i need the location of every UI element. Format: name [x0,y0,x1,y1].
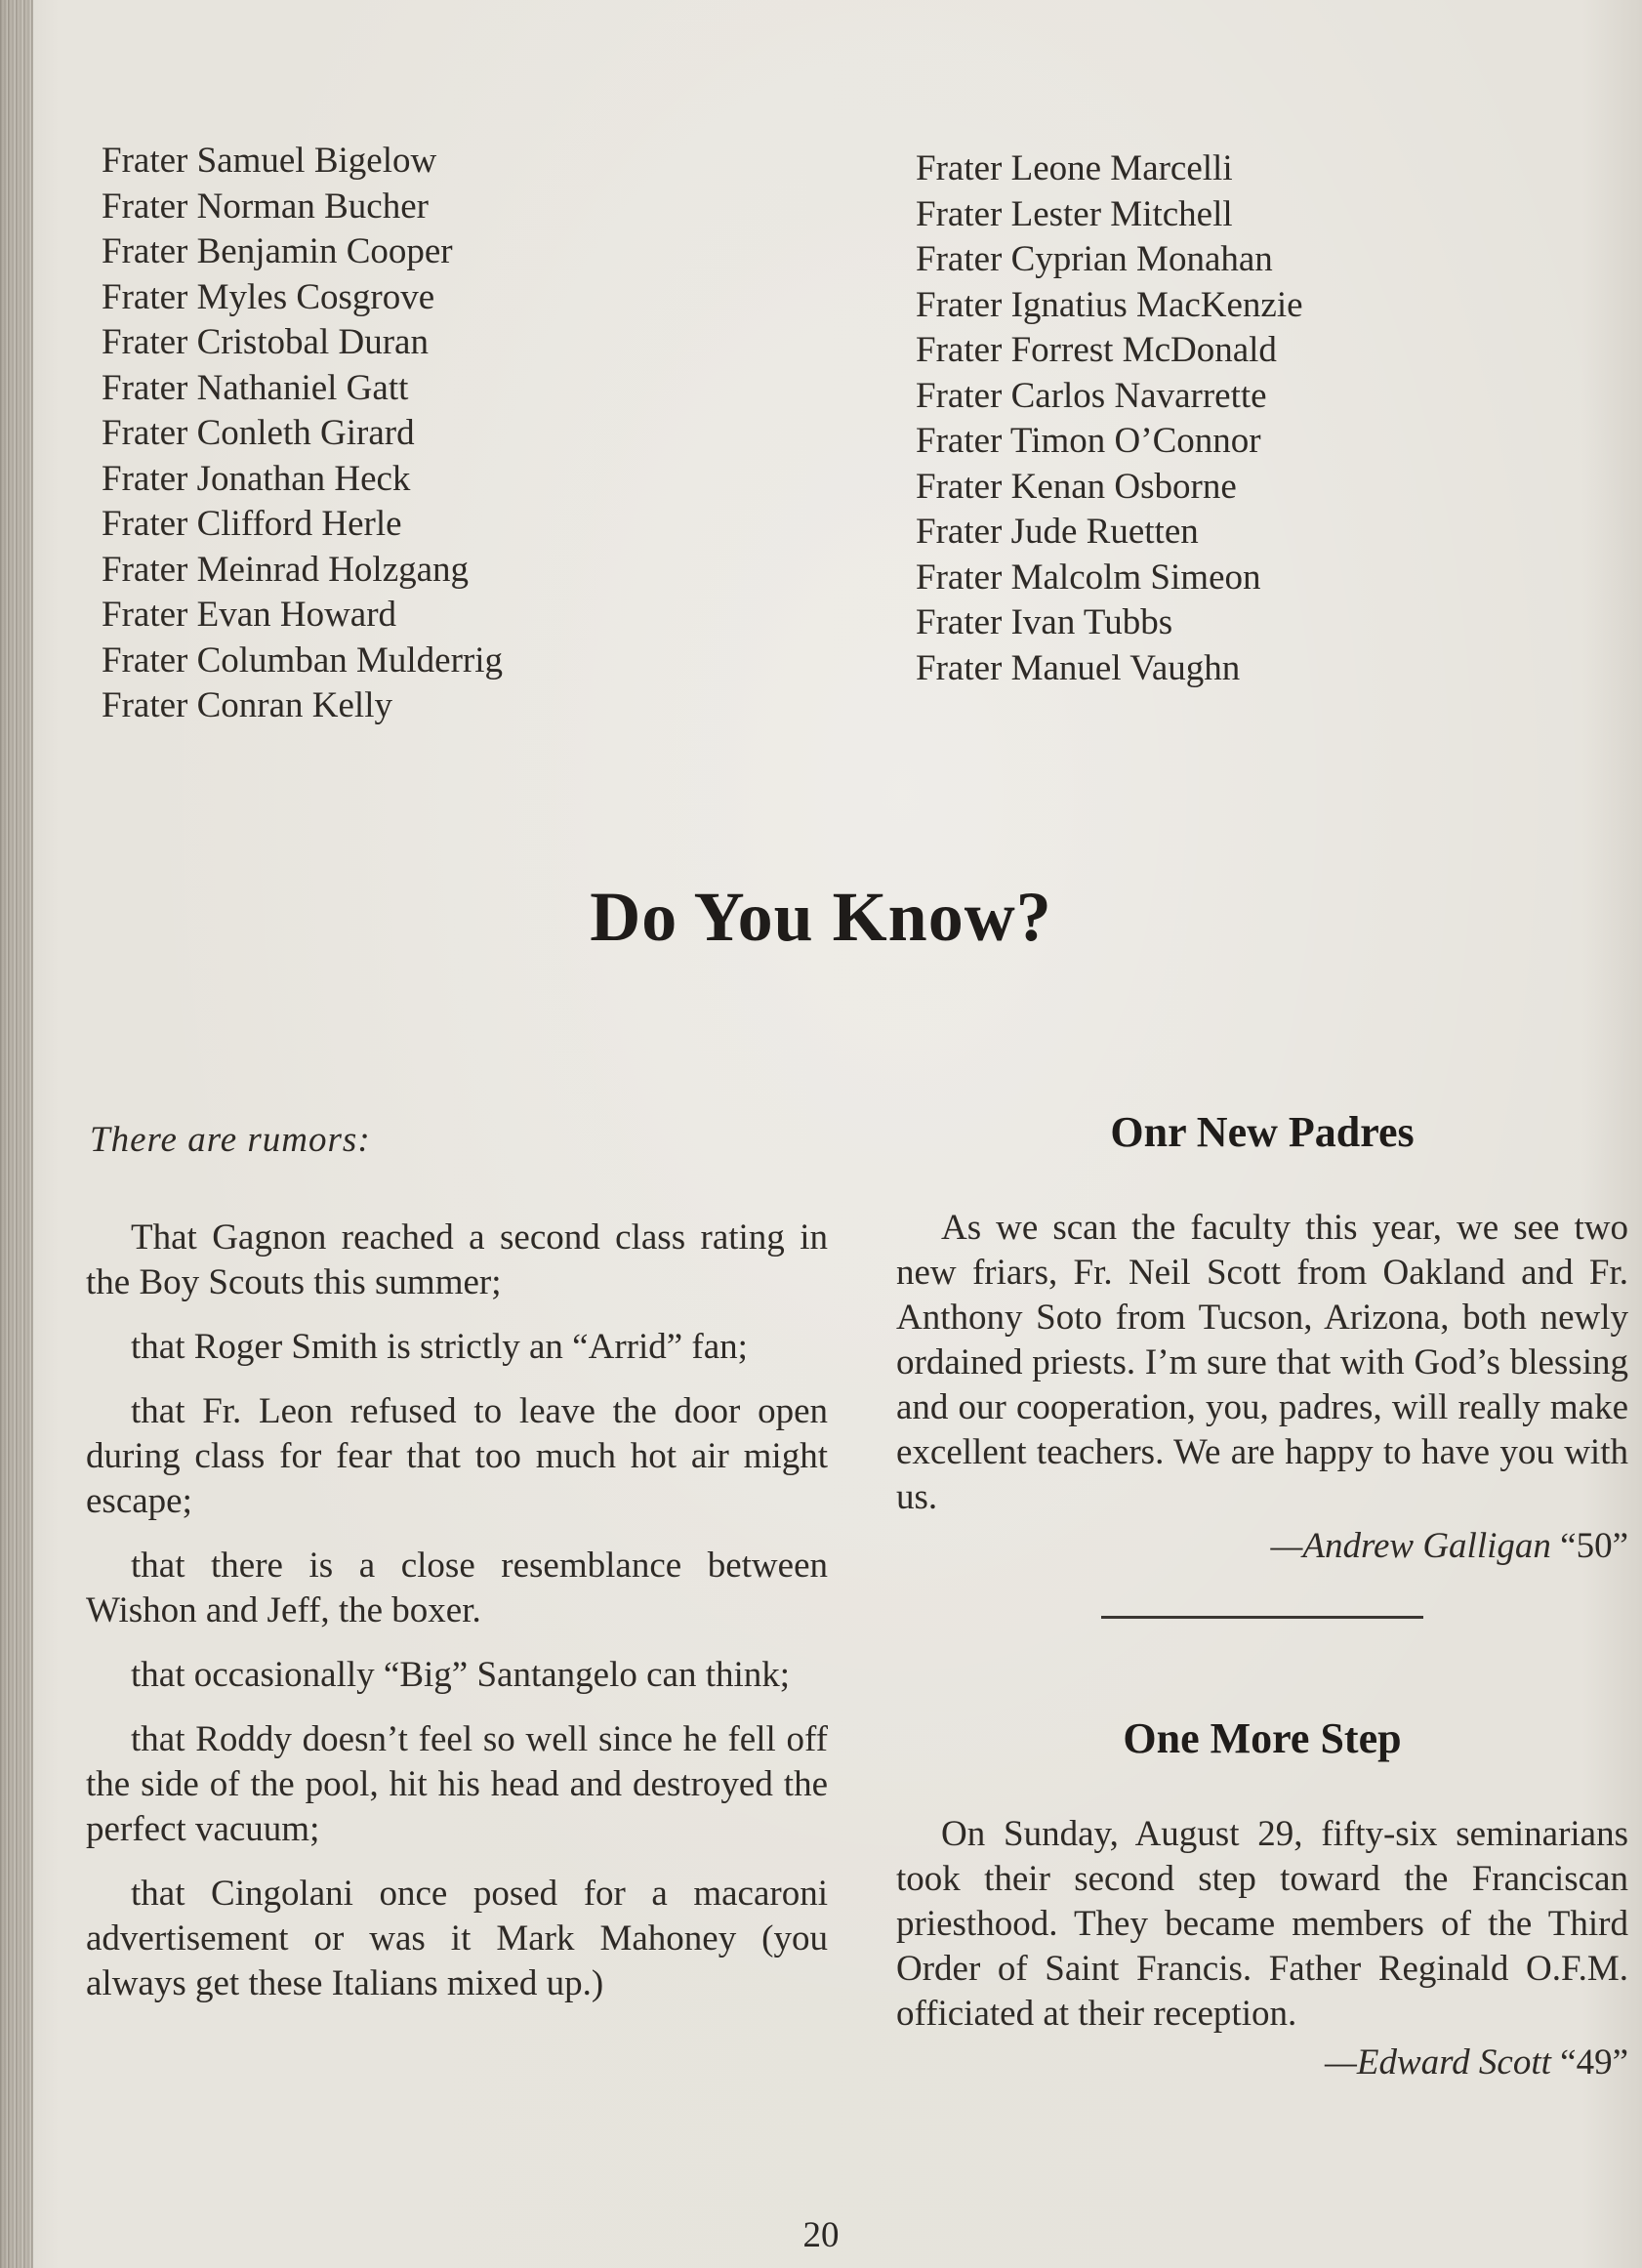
list-item: Frater Benjamin Cooper [102,231,453,271]
list-item: Frater Myles Cosgrove [102,276,435,317]
byline-author: —Andrew Galligan [1270,1526,1551,1566]
list-item: Frater Leone Marcelli [916,148,1233,188]
section-body-new-padres: As we scan the faculty this year, we see two new friars, Fr. Neil Scott from Oakland and Fr. Anthony Soto from Tucson, Arizona, both newly ordained priests. I’m sure that with God’s blessing and our cooperation, you, padres, will really make excellent teachers. We are happy to have you with us. [896,1208,1628,1517]
list-item: Frater Clifford Herle [102,504,402,544]
list-item: Frater Nathaniel Gatt [102,367,409,408]
list-item: Frater Forrest McDonald [916,330,1277,370]
rumor-paragraph: that Roddy doesn’t feel so well since he fell off the side of the pool, hit his head and destroyed the perfect vacuum; [86,1719,828,1849]
list-item: Frater Meinrad Holzgang [102,549,470,590]
list-item: Frater Ivan Tubbs [916,602,1173,642]
list-item: Frater Ignatius MacKenzie [916,284,1303,325]
list-item: Frater Jude Ruetten [916,512,1199,552]
list-item: Frater Columban Mulderrig [102,639,504,680]
rumor-paragraph: that Cingolani once posed for a macaroni advertisement or was it Mark Mahoney (you always get these Italians mixed up.) [86,1874,828,2003]
section-title-one-more-step: One More Step [1123,1714,1402,1762]
list-item: Frater Timon O’Connor [916,421,1261,461]
section-divider [1101,1616,1423,1619]
rumors-column [86,1118,828,2026]
byline-year: “50” [1560,1526,1628,1566]
page-binding [0,0,33,2268]
byline-new-padres [896,1524,1628,1569]
byline-one-more-step [896,2041,1628,2085]
section-title-new-padres: Onr New Padres [1110,1108,1415,1156]
list-item: Frater Carlos Navarrette [916,375,1267,416]
page-title: Do You Know? [590,878,1052,956]
rumor-paragraph: that Fr. Leon refused to leave the door open during class for fear that too much hot air might escape; [86,1391,828,1521]
list-item: Frater Kenan Osborne [916,466,1237,507]
rumor-paragraph: that there is a close resemblance between Wishon and Jeff, the boxer. [86,1546,828,1630]
page-number: 20 [802,2215,840,2255]
list-item: Frater Conran Kelly [102,685,392,725]
list-item: Frater Lester Mitchell [916,193,1233,234]
frater-list-left [102,139,503,729]
rumors-intro: There are rumors: [90,1120,371,1160]
rumor-paragraph: that Roger Smith is strictly an “Arrid” fan; [131,1327,748,1367]
rumor-paragraph: that occasionally “Big” Santangelo can think; [131,1655,791,1695]
list-item: Frater Conleth Girard [102,413,415,453]
byline-year: “49” [1560,2042,1628,2082]
list-item: Frater Malcolm Simeon [916,557,1261,598]
articles-column [896,1110,1628,2085]
list-item: Frater Cristobal Duran [102,322,429,362]
rumor-paragraph: That Gagnon reached a second class rating in the Boy Scouts this summer; [86,1217,828,1302]
frater-list-right [916,146,1303,691]
list-item: Frater Samuel Bigelow [102,141,437,181]
list-item: Frater Norman Bucher [102,186,429,227]
list-item: Frater Evan Howard [102,595,397,635]
byline-author: —Edward Scott [1324,2042,1551,2082]
list-item: Frater Cyprian Monahan [916,239,1273,279]
section-body-one-more-step: On Sunday, August 29, fifty-six seminarians took their second step toward the Franciscan priesthood. They became members of the Third Order of Saint Francis. Father Reginald O.F.M. officiated at their reception. [896,1814,1628,2034]
list-item: Frater Manuel Vaughn [916,647,1241,688]
list-item: Frater Jonathan Heck [102,458,411,499]
